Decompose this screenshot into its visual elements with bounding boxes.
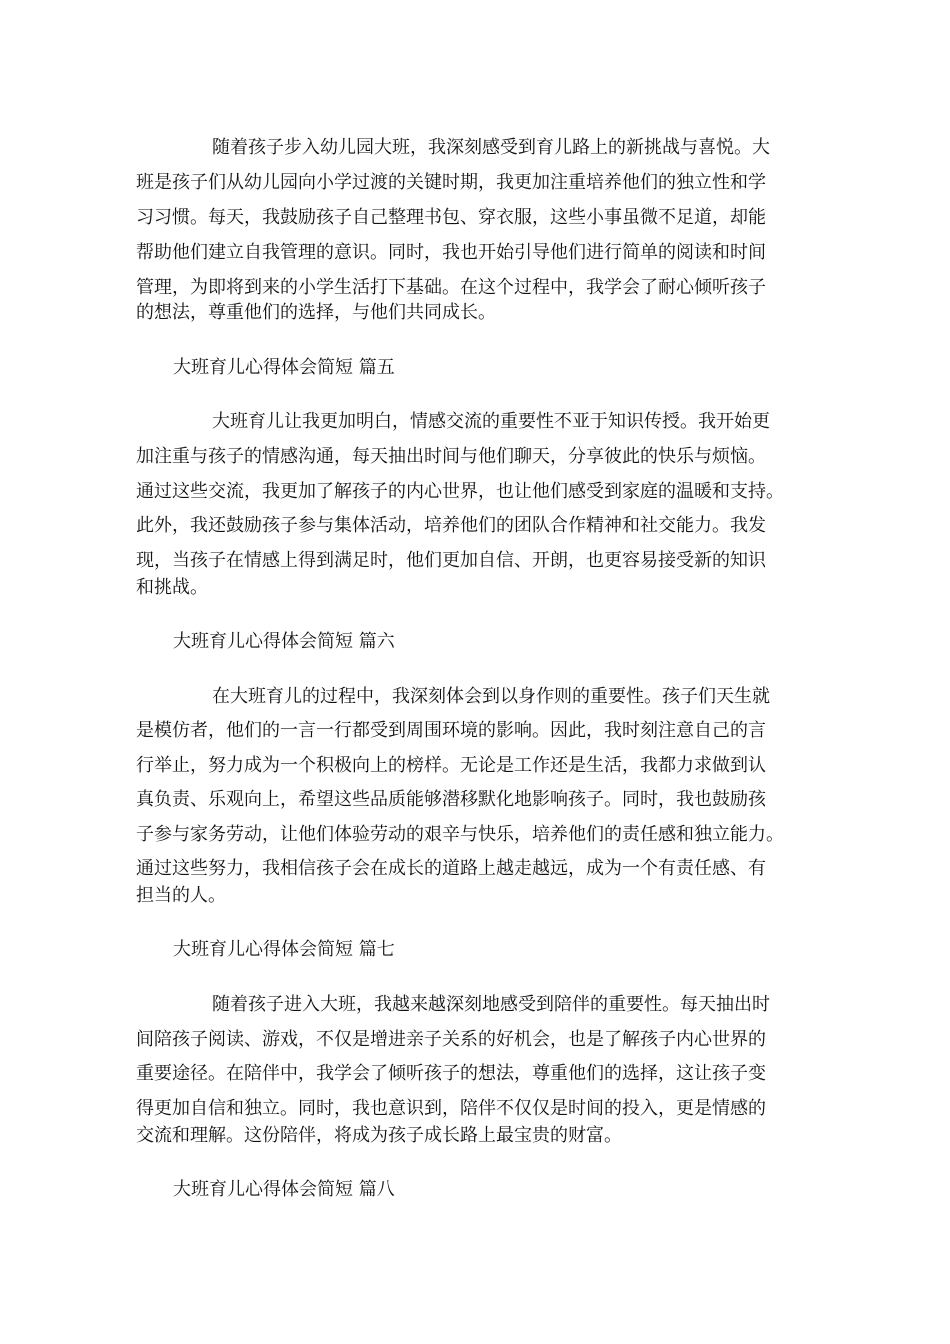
section-heading: 大班育儿心得体会简短 篇八	[173, 1179, 395, 1200]
paragraph-line: 是模仿者，他们的一言一行都受到周围环境的影响。因此，我时刻注意自己的言	[136, 720, 766, 741]
paragraph-line: 加注重与孩子的情感沟通，每天抽出时间与他们聊天，分享彼此的快乐与烦恼。	[136, 446, 766, 467]
paragraph-line: 在大班育儿的过程中，我深刻体会到以身作则的重要性。孩子们天生就	[212, 686, 770, 707]
paragraph-line: 班是孩子们从幼儿园向小学过渡的关键时期，我更加注重培养他们的独立性和学	[136, 172, 766, 193]
paragraph-line: 真负责、乐观向上，希望这些品质能够潜移默化地影响孩子。同时，我也鼓励孩	[136, 789, 766, 810]
section-heading: 大班育儿心得体会简短 篇七	[173, 939, 395, 960]
paragraph-line: 交流和理解。这份陪伴，将成为孩子成长路上最宝贵的财富。	[136, 1125, 622, 1146]
paragraph-line: 得更加自信和独立。同时，我也意识到，陪伴不仅仅是时间的投入，更是情感的	[136, 1098, 766, 1119]
paragraph-line: 担当的人。	[136, 885, 226, 906]
section-heading: 大班育儿心得体会简短 篇六	[173, 631, 395, 652]
paragraph-line: 的想法，尊重他们的选择，与他们共同成长。	[136, 302, 496, 323]
paragraph-line: 大班育儿让我更加明白，情感交流的重要性不亚于知识传授。我开始更	[212, 411, 770, 432]
paragraph-line: 通过这些努力，我相信孩子会在成长的道路上越走越远，成为一个有责任感、有	[136, 858, 766, 879]
paragraph-line: 行举止，努力成为一个积极向上的榜样。无论是工作还是生活，我都力求做到认	[136, 755, 766, 776]
paragraph-line: 此外，我还鼓励孩子参与集体活动，培养他们的团队合作精神和社交能力。我发	[136, 515, 766, 536]
paragraph-line: 子参与家务劳动，让他们体验劳动的艰辛与快乐，培养他们的责任感和独立能力。	[136, 824, 784, 845]
paragraph-line: 随着孩子进入大班，我越来越深刻地感受到陪伴的重要性。每天抽出时	[212, 994, 770, 1015]
section-heading: 大班育儿心得体会简短 篇五	[173, 357, 395, 378]
paragraph-line: 习习惯。每天，我鼓励孩子自己整理书包、穿衣服，这些小事虽微不足道，却能	[136, 207, 766, 228]
paragraph-line: 间陪孩子阅读、游戏，不仅是增进亲子关系的好机会，也是了解孩子内心世界的	[136, 1029, 766, 1050]
paragraph-line: 和挑战。	[136, 577, 208, 598]
paragraph-line: 通过这些交流，我更加了解孩子的内心世界，也让他们感受到家庭的温暖和支持。	[136, 481, 784, 502]
paragraph-line: 重要途径。在陪伴中，我学会了倾听孩子的想法，尊重他们的选择，这让孩子变	[136, 1063, 766, 1084]
paragraph-line: 随着孩子步入幼儿园大班，我深刻感受到育儿路上的新挑战与喜悦。大	[212, 137, 770, 158]
paragraph-line: 管理，为即将到来的小学生活打下基础。在这个过程中，我学会了耐心倾听孩子	[136, 277, 766, 298]
paragraph-line: 帮助他们建立自我管理的意识。同时，我也开始引导他们进行简单的阅读和时间	[136, 242, 766, 263]
paragraph-line: 现，当孩子在情感上得到满足时，他们更加自信、开朗，也更容易接受新的知识	[136, 550, 766, 571]
